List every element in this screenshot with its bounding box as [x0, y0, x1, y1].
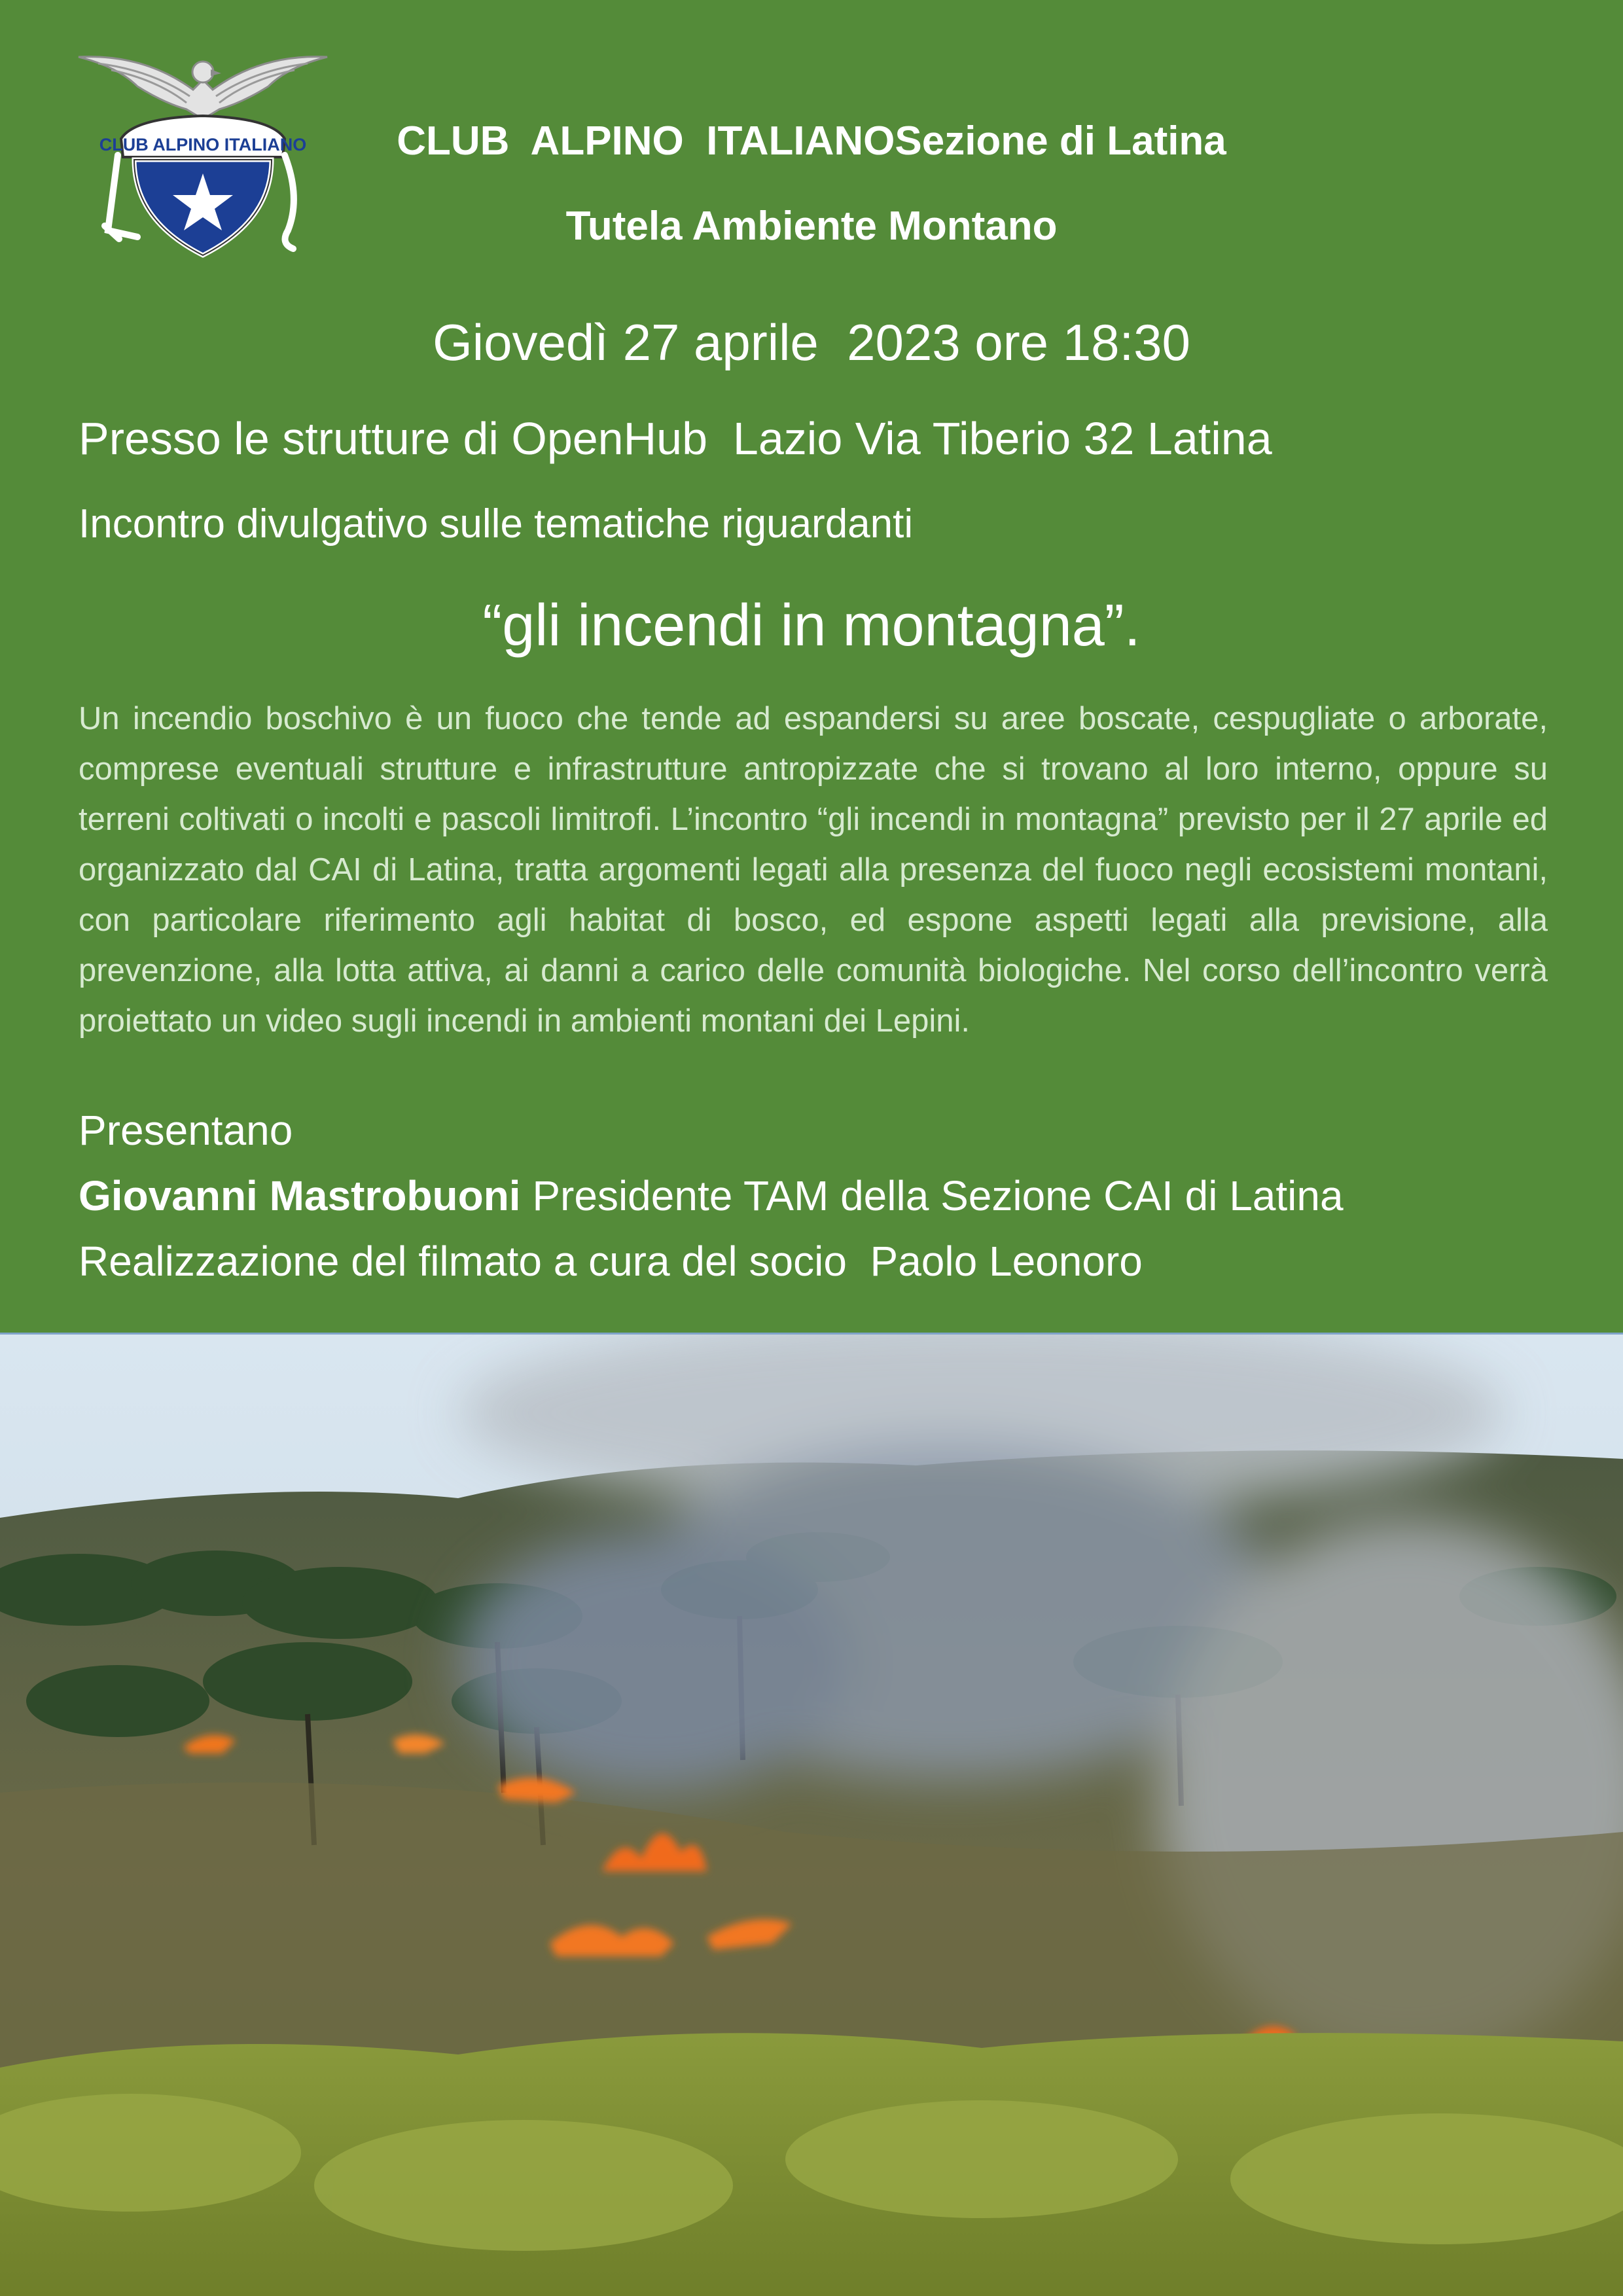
club-name: CLUB ALPINO ITALIANO	[397, 118, 895, 164]
logo-ribbon-text: CLUB ALPINO ITALIANO	[99, 135, 307, 154]
event-topic: “gli incendi in montagna”.	[482, 593, 1141, 658]
forest-fire-photo-icon	[0, 1335, 1623, 2296]
presenter-name: Giovanni Mastrobuoni	[79, 1172, 521, 1219]
section-name: Sezione di Latina	[895, 118, 1226, 164]
event-date: Giovedì 27 aprile 2023 ore 18:30	[433, 314, 1190, 371]
presenter-role: Presidente TAM della Sezione CAI di Latina	[520, 1172, 1344, 1219]
presenters-heading: Presentano	[79, 1107, 293, 1154]
eagle-icon	[79, 57, 327, 119]
club-header	[0, 118, 1623, 164]
event-venue: Presso le strutture di OpenHub Lazio Via Tiberio 32 Latina	[79, 413, 1272, 464]
presenter-line	[79, 1172, 1344, 1220]
header-subtitle: Tutela Ambiente Montano	[565, 204, 1058, 249]
film-credit: Realizzazione del filmato a cura del socio Paolo Leonoro	[79, 1238, 1143, 1285]
event-intro: Incontro divulgativo sulle tematiche riguardanti	[79, 501, 914, 547]
event-description: Un incendio boschivo è un fuoco che tende ad espandersi su aree boscate, cespugliate o arborate, comprese eventuali strutture e infrastrutture antropizzate che si trovano al loro interno, oppure su terreni coltivati o incolti e pascoli limitrofi. L’incontro “gli incendi in montagna” previsto per il 27 aprile ed organizzato dal CAI di Latina, tratta argomenti legati alla presenza del fuoco negli ecosistemi montani, con particolare riferimento agli habitat di bosco, ed espone aspetti legati alla previsione, alla prevenzione, alla lotta attiva, ai danni a carico delle comunità biologiche. Nel corso dell’incontro verrà proiettato un video sugli incendi in ambienti montani dei Lepini.	[79, 701, 1548, 1039]
